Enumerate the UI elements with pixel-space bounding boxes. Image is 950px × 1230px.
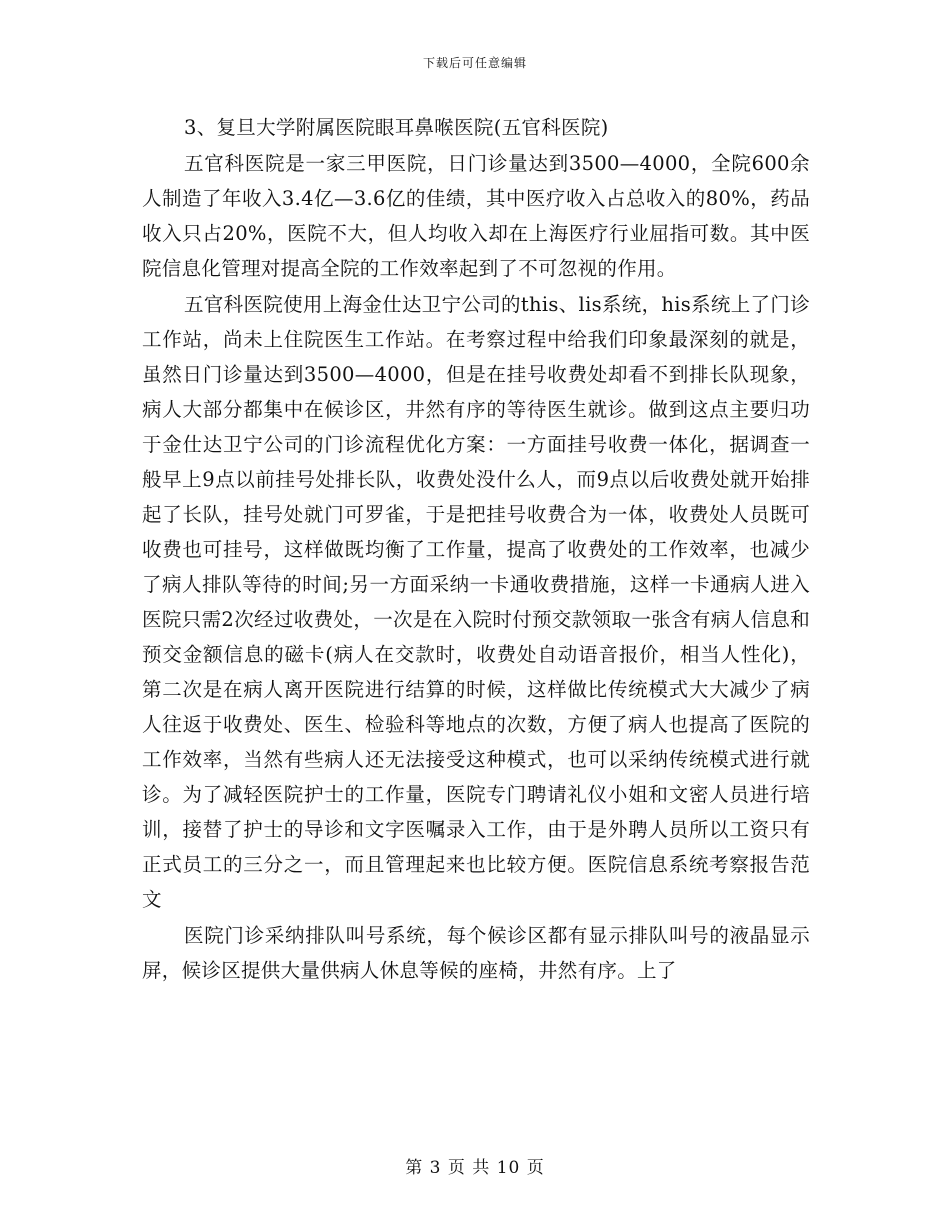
page-header: 下载后可任意编辑 — [422, 56, 527, 70]
section-title: 3、复旦大学附属医院眼耳鼻喉医院(五官科医院) — [184, 116, 609, 139]
page-footer: 第 3 页 共 10 页 — [405, 1158, 545, 1178]
paragraph-3: 医院门诊采纳排队叫号系统，每个候诊区都有显示排队叫号的液晶显示屏，候诊区提供大量供病人休息等候的座椅，井然有序。上了 — [142, 924, 810, 982]
paragraph-2: 五官科医院使用上海金仕达卫宁公司的this、lis系统，his系统上了门诊工作站，尚未上住院医生工作站。在考察过程中给我们印象最深刻的就是，虽然日门诊量达到3500—4000，但是在挂号收费处却看不到排长队现象，病人大部分都集中在候诊区，井然有序的等待医生就诊。做到这点主要归功于金仕达卫宁公司的门诊流程优化方案：一方面挂号收费一体化，据调查一般早上9点以前挂号处排长队，收费处没什么人，而9点以后收费处就开始排起了长队，挂号处就门可罗雀，于是把挂号收费合为一体，收费处人员既可收费也可挂号，这样做既均衡了工作量，提高了收费处的工作效率，也减少了病人排队等待的时间;另一方面采纳一卡通收费措施，这样一卡通病人进入医院只需2次经过收费处，一次是在入院时付预交款领取一张含有病人信息和预交金额信息的磁卡(病人在交款时，收费处自动语音报价，相当人性化)，第二次是在病人离开医院进行结算的时候，这样做比传统模式大大减少了病人往返于收费处、医生、检验科等地点的次数，方便了病人也提高了医院的工作效率，当然有些病人还无法接受这种模式，也可以采纳传统模式进行就诊。为了减轻医院护士的工作量，医院专门聘请礼仪小姐和文密人员进行培训，接替了护士的导诊和文字医嘱录入工作，由于是外聘人员所以工资只有正式员工的三分之一，而且管理起来也比较方便。医院信息系统考察报告范文 — [142, 293, 810, 911]
paragraph-1: 五官科医院是一家三甲医院，日门诊量达到3500—4000，全院600余人制造了年收入3.4亿—3.6亿的佳绩，其中医疗收入占总收入的80%，药品收入只占20%，医院不大，但人均收入却在上海医疗行业屈指可数。其中医院信息化管理对提高全院的工作效率起到了不可忽视的作用。 — [142, 152, 810, 280]
document-body — [142, 110, 810, 989]
